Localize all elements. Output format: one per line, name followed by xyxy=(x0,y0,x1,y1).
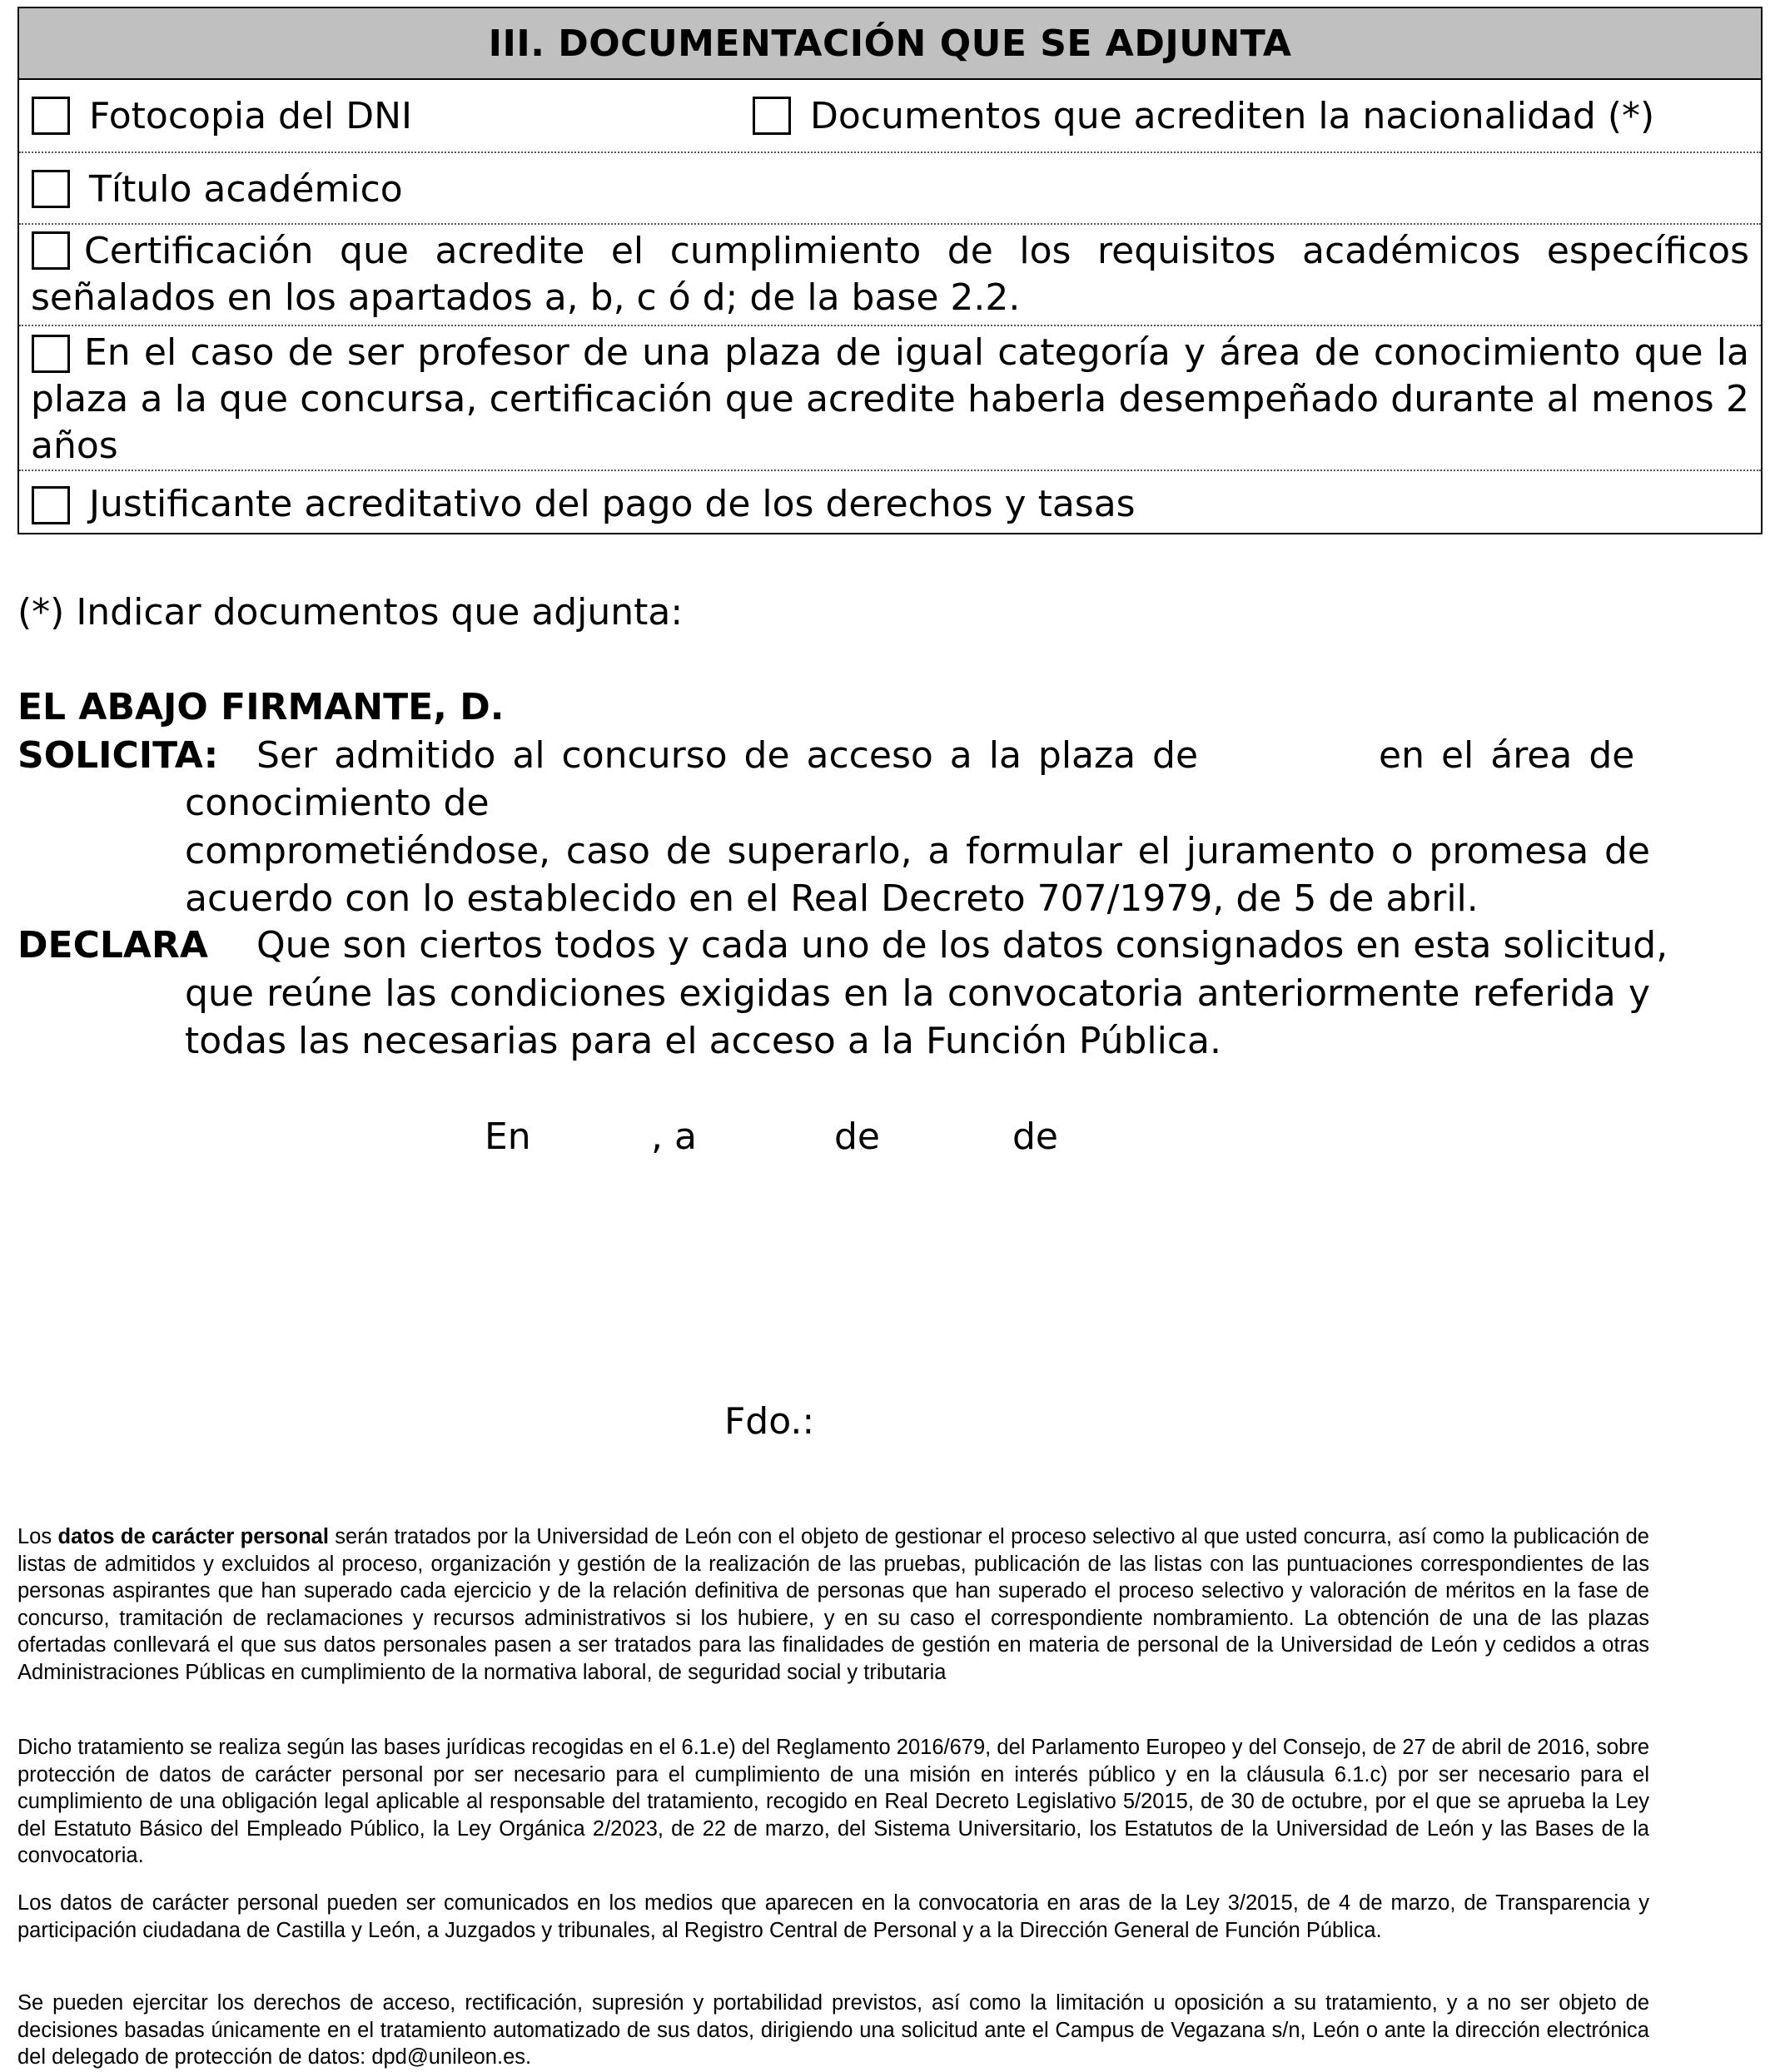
solicita-commitment: comprometiéndose, caso de superarlo, a formular el juramento o promesa de acuerdo con lo establecido en el Real Decreto 707/1979, de 5 de abril. xyxy=(185,830,1650,920)
option-label: Documentos que acrediten la nacionalidad (*) xyxy=(810,95,1655,137)
solicita-text-start: Ser admitido al concurso de acceso a la plaza de xyxy=(256,734,1199,777)
checkbox-fotocopia-dni[interactable] xyxy=(32,97,70,135)
signer-heading: EL ABAJO FIRMANTE, D. xyxy=(17,686,505,728)
table-row xyxy=(19,225,1761,326)
privacy-paragraph-3: Los datos de carácter personal pueden ser comunicados en los medios que aparecen en la convocatoria en aras de la Ley 3/2015, de 4 de marzo, de Transparencia y participación ciudadana de Castilla y León, a Juzgados y tribunales, al Registro Central de Personal y a la Dirección General de Función Pública. xyxy=(17,1891,1649,1942)
declara-label: DECLARA xyxy=(17,924,208,966)
declara-text-start: Que son ciertos todos y cada uno de los datos consignados en esta solicitud, xyxy=(256,924,1668,966)
privacy-paragraph-2: Dicho tratamiento se realiza según las bases jurídicas recogidas en el 6.1.e) del Reglamento 2016/679, del Parlamento Europeo y del Consejo, de 27 de abril de 2016, sobre protección de datos de carácter personal por ser necesario para el cumplimiento de una misión en interés público y en la cláusula 6.1.c) por ser necesario para el cumplimiento de una obligación legal aplicable al responsable del tratamiento, recogido en Real Decreto Legislativo 5/2015, de 30 de octubre, por el que se aprueba la Ley del Estatuto Básico del Empleado Público, la Ley Orgánica 2/2023, de 22 de marzo, del Sistema Universitario, los Estatutos de la Universidad de León y las Bases de la convocatoria. xyxy=(17,1736,1649,1868)
solicita-text-end: en el área de xyxy=(1379,734,1635,777)
privacy-paragraph-4: Se pueden ejercitar los derechos de acceso, rectificación, supresión y portabilidad previstos, así como la limitación u oposición a su tratamiento, y a no ser objeto de decisiones basadas únicamente en el tratamiento automatizado de sus datos, dirigiendo una solicitud ante el Campus de Vegazana s/n, León o ante la dirección electrónica del delegado de protección de datos: dpd@unileon.es. xyxy=(17,1991,1649,2070)
option-paragraph xyxy=(31,330,1749,470)
option-paragraph xyxy=(31,228,1749,321)
table-row xyxy=(19,326,1761,471)
option-label: Fotocopia del DNI xyxy=(89,95,413,137)
option-label: En el caso de ser profesor de una plaza de igual categoría y área de conocimiento que la plaza a la que concursa, certificación que acredite haberla desempeñado durante al menos 2 años xyxy=(31,331,1749,467)
declara-text: que reúne las condiciones exigidas en la convocatoria anteriormente referida y todas las necesarias para el acceso a la Función Pública. xyxy=(185,972,1650,1062)
option-label: Justificante acreditativo del pago de los derechos y tasas xyxy=(89,483,1136,525)
option-label: Título académico xyxy=(89,168,403,211)
option-label: Certificación que acredite el cumplimiento de los requisitos académicos específicos señalados en los apartados a, b, c ó d; de la base 2.2. xyxy=(31,230,1749,319)
checkbox-nacionalidad[interactable] xyxy=(753,97,791,135)
solicita-area: conocimiento de xyxy=(185,782,490,824)
date-de-month: de xyxy=(834,1116,880,1158)
table-row xyxy=(19,80,1761,153)
section-title: III. DOCUMENTACIÓN QUE SE ADJUNTA xyxy=(19,8,1761,80)
legal-text: serán tratados por la Universidad de León con el objeto de gestionar el proceso selectivo al que usted concurra, así como la publicación de listas de admitidos y excluidos al proceso, organización y gestión de la realización de las pruebas, publicación de las listas con las puntuaciones correspondientes de las personas aspirantes que han superado cada ejercicio y de la relación definitiva de personas que han superado el proceso selectivo y valoración de méritos en la fase de concurso, tramitación de reclamaciones y recursos administrativos si los hubiere, y en su caso el correspondiente nombramiento. La obtención de una de las plazas ofertadas conllevará el que sus datos personales pasen a ser tratados para las finalidades de gestión en materia de personal de la Universidad de León y cedidos a otras Administraciones Públicas en cumplimiento de la normativa laboral, de seguridad social y tributaria xyxy=(17,1525,1649,1684)
signature-label: Fdo.: xyxy=(724,1400,815,1443)
table-row xyxy=(19,471,1761,533)
checkbox-titulo-academico[interactable] xyxy=(32,170,70,208)
date-a: , a xyxy=(651,1116,697,1158)
legal-text: Los xyxy=(17,1525,58,1548)
date-en: En xyxy=(485,1116,531,1158)
solicita-label: SOLICITA: xyxy=(17,734,219,777)
legal-bold-text: datos de carácter personal xyxy=(57,1525,329,1548)
checkbox-justificante-pago[interactable] xyxy=(32,486,70,524)
privacy-paragraph-1 xyxy=(17,1523,1649,1687)
documentation-table xyxy=(17,7,1763,534)
table-row xyxy=(19,153,1761,225)
documents-note: (*) Indicar documentos que adjunta: xyxy=(17,591,684,634)
date-de-year: de xyxy=(1012,1116,1058,1158)
